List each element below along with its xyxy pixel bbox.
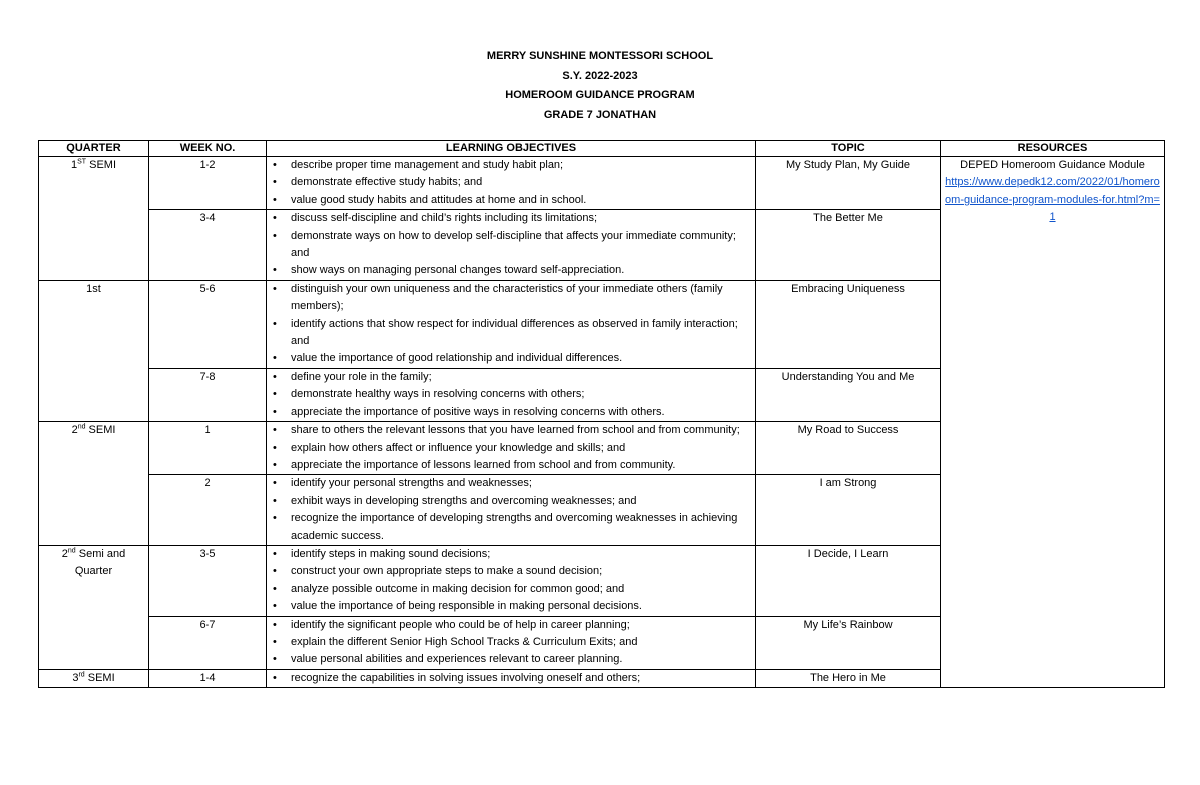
objective-item: • define your role in the family; [270, 369, 752, 386]
objective-item: • value personal abilities and experiences relevant to career planning. [270, 651, 752, 668]
objective-item: • value the importance of being responsible in making personal decisions. [270, 598, 752, 615]
quarter-cell: 3rd SEMI [39, 669, 149, 687]
objective-item: • appreciate the importance of lessons learned from school and from community. [270, 457, 752, 474]
objectives-cell [267, 368, 756, 421]
topic-cell: The Better Me [756, 210, 941, 281]
objective-item: • identify the significant people who could be of help in career planning; [270, 617, 752, 634]
document-header [0, 47, 1200, 125]
col-header-topic: TOPIC [756, 141, 941, 157]
table-row [39, 157, 1165, 210]
objective-item: • discuss self-discipline and child’s rights including its limitations; [270, 210, 752, 227]
week-cell: 2 [149, 475, 267, 546]
school-year: S.Y. 2022-2023 [562, 69, 638, 82]
objective-item: • describe proper time management and study habit plan; [270, 157, 752, 174]
topic-cell: My Study Plan, My Guide [756, 157, 941, 210]
topic-cell: My Road to Success [756, 422, 941, 475]
objectives-cell [267, 475, 756, 546]
objective-item: • distinguish your own uniqueness and the characteristics of your immediate others (family members); [270, 281, 752, 316]
guidance-plan-table [38, 140, 1165, 688]
week-cell: 7-8 [149, 368, 267, 421]
objective-item: • demonstrate effective study habits; and [270, 174, 752, 191]
grade-section: GRADE 7 JONATHAN [543, 108, 657, 121]
week-cell: 1-4 [149, 669, 267, 687]
objective-item: • share to others the relevant lessons that you have learned from school and from community; [270, 422, 752, 439]
objective-item: • recognize the importance of developing strengths and overcoming weaknesses in achieving academic success. [270, 510, 752, 545]
resources-link[interactable]: https://www.depedk12.com/2022/01/homeroom-guidance-program-modules-for.html?m=1 [945, 176, 1160, 224]
week-cell: 3-5 [149, 545, 267, 616]
objective-item: • explain the different Senior High School Tracks & Curriculum Exits; and [270, 634, 752, 651]
program-title: HOMEROOM GUIDANCE PROGRAM [505, 89, 695, 101]
objectives-cell [267, 616, 756, 669]
objective-item: • identify your personal strengths and weaknesses; [270, 475, 752, 492]
objective-item: • analyze possible outcome in making decision for common good; and [270, 581, 752, 598]
objectives-cell [267, 669, 756, 687]
objective-item: • demonstrate ways on how to develop self-discipline that affects your immediate community; and [270, 228, 752, 263]
objectives-cell [267, 157, 756, 210]
quarter-cell: 1st [39, 280, 149, 421]
objective-item: • identify steps in making sound decisions; [270, 546, 752, 563]
topic-cell: Understanding You and Me [756, 368, 941, 421]
objective-item: • appreciate the importance of positive ways in resolving concerns with others. [270, 404, 752, 421]
resources-cell [941, 157, 1165, 688]
objective-item: • value good study habits and attitudes at home and in school. [270, 192, 752, 209]
topic-cell: Embracing Uniqueness [756, 280, 941, 368]
objective-item: • exhibit ways in developing strengths and overcoming weaknesses; and [270, 493, 752, 510]
table-header-row [39, 141, 1165, 157]
objective-item: • construct your own appropriate steps to make a sound decision; [270, 563, 752, 580]
topic-cell: I Decide, I Learn [756, 545, 941, 616]
school-name: MERRY SUNSHINE MONTESSORI SCHOOL [486, 50, 714, 62]
objectives-cell [267, 280, 756, 368]
topic-cell: I am Strong [756, 475, 941, 546]
objective-item: • recognize the capabilities in solving issues involving oneself and others; [270, 670, 752, 687]
week-cell: 3-4 [149, 210, 267, 281]
col-header-week: WEEK NO. [149, 141, 267, 157]
objective-item: • show ways on managing personal changes toward self-appreciation. [270, 262, 752, 279]
topic-cell: My Life’s Rainbow [756, 616, 941, 669]
objective-item: • demonstrate healthy ways in resolving concerns with others; [270, 386, 752, 403]
week-cell: 1 [149, 422, 267, 475]
objective-item: • identify actions that show respect for individual differences as observed in family interaction; and [270, 316, 752, 351]
quarter-cell: 2nd SEMI [39, 422, 149, 546]
quarter-cell: 1ST SEMI [39, 157, 149, 281]
objective-item: • explain how others affect or influence your knowledge and skills; and [270, 440, 752, 457]
week-cell: 1-2 [149, 157, 267, 210]
objective-item: • value the importance of good relationship and individual differences. [270, 350, 752, 367]
objectives-cell [267, 422, 756, 475]
col-header-quarter: QUARTER [39, 141, 149, 157]
quarter-cell: 2nd Semi and Quarter [39, 545, 149, 669]
objectives-cell [267, 545, 756, 616]
week-cell: 5-6 [149, 280, 267, 368]
topic-cell: The Hero in Me [756, 669, 941, 687]
week-cell: 6-7 [149, 616, 267, 669]
resources-text: DEPED Homeroom Guidance Module [960, 159, 1145, 171]
col-header-resources: RESOURCES [941, 141, 1165, 157]
col-header-objectives: LEARNING OBJECTIVES [267, 141, 756, 157]
objectives-cell [267, 210, 756, 281]
